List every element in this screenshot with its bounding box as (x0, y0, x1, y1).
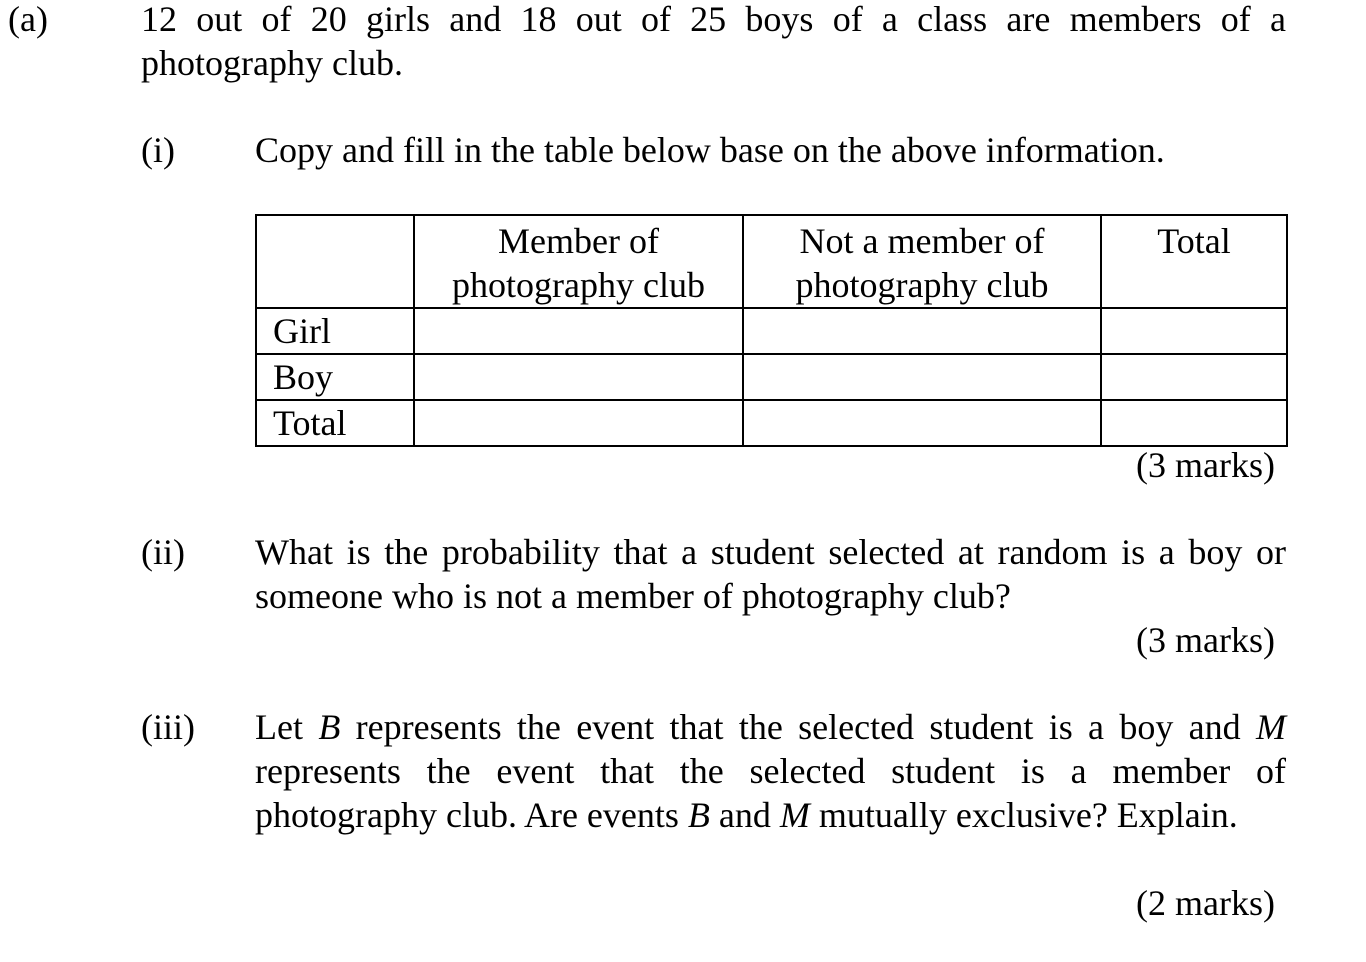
question-ii-marks: (3 marks) (1136, 620, 1275, 660)
row-label-girl: Girl (256, 308, 414, 354)
table-cell (414, 400, 743, 446)
table-cell (743, 400, 1101, 446)
table-cell (1101, 308, 1287, 354)
table-cell (743, 354, 1101, 400)
q3-text-part: represents the event that the selected student is a member of photography club. Are events (255, 751, 1286, 835)
event-m-symbol: M (1256, 707, 1286, 747)
table-row (256, 308, 1287, 354)
table-row (256, 400, 1287, 446)
q3-text-part: represents the event that the selected student is a boy and (340, 707, 1256, 747)
event-m-symbol: M (779, 795, 810, 835)
event-b-symbol: B (318, 707, 341, 747)
table-cell (414, 354, 743, 400)
question-ii-label: (ii) (141, 532, 185, 572)
header-member-line2: photography club (452, 265, 705, 305)
question-iii-text (255, 705, 1286, 837)
question-iii-marks: (2 marks) (1136, 883, 1275, 923)
frequency-table (255, 214, 1288, 447)
header-total (1101, 215, 1287, 308)
q3-text-part: mutually exclusive? Explain. (809, 795, 1238, 835)
header-not-member-line2: photography club (795, 265, 1049, 305)
q3-text-part: Let (255, 707, 319, 747)
table-header-row (256, 215, 1287, 308)
table-row (256, 354, 1287, 400)
header-total-line1: Total (1157, 221, 1231, 261)
row-label-total: Total (256, 400, 414, 446)
table-cell (1101, 400, 1287, 446)
row-label-boy: Boy (256, 354, 414, 400)
table-cell (1101, 354, 1287, 400)
part-label: (a) (8, 0, 48, 39)
table-corner-cell (256, 215, 414, 308)
event-b-symbol: B (687, 795, 710, 835)
question-i-label: (i) (141, 130, 175, 170)
table-cell (414, 308, 743, 354)
intro-text: 12 out of 20 girls and 18 out of 25 boys of a class are members of a photography club. (141, 0, 1286, 83)
question-iii-label: (iii) (141, 707, 195, 747)
question-ii-text: What is the probability that a student selected at random is a boy or someone who is not a member of photography club? (255, 532, 1286, 616)
header-member (414, 215, 743, 308)
header-not-member (743, 215, 1101, 308)
q3-text-part: and (709, 795, 780, 835)
question-i-text: Copy and fill in the table below base on the above information. (255, 130, 1165, 170)
question-i-marks: (3 marks) (1136, 445, 1275, 485)
table-cell (743, 308, 1101, 354)
header-member-line1: Member of (498, 221, 659, 261)
header-not-member-line1: Not a member of (799, 221, 1045, 261)
